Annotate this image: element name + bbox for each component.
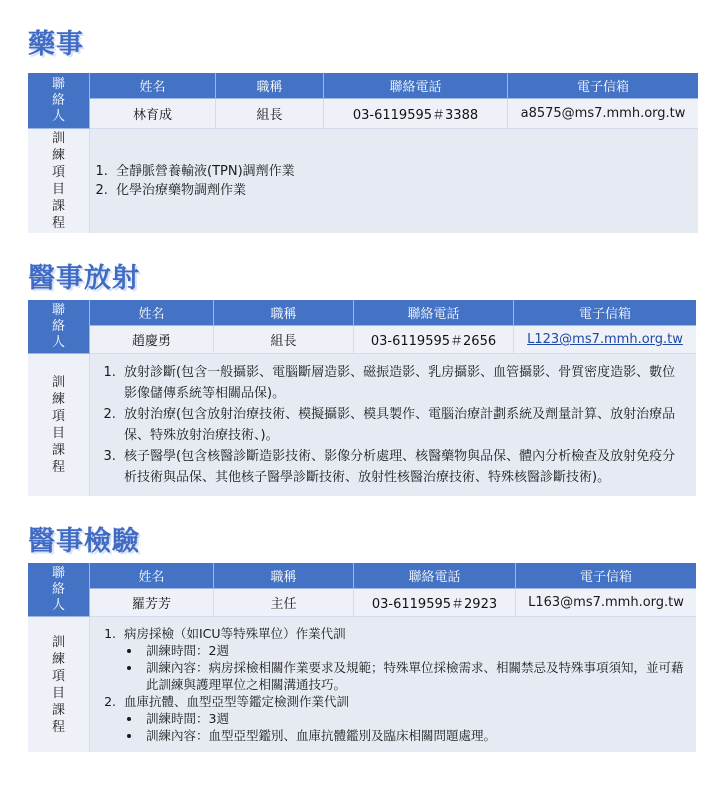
contact-name: 羅芳芳 bbox=[90, 589, 214, 617]
training-side-label: 訓練項目課程 bbox=[28, 129, 90, 233]
header-position: 職稱 bbox=[214, 563, 354, 589]
contact-side-label: 聯絡人 bbox=[28, 300, 90, 354]
section-title-pharmacy: 藥事 bbox=[28, 29, 84, 60]
list-item: 1. 全靜脈營養輸液(TPN)調劑作業 bbox=[112, 162, 688, 181]
header-phone: 聯絡電話 bbox=[324, 73, 508, 99]
contact-phone: 03-6119595＃3388 bbox=[324, 99, 508, 129]
header-phone: 聯絡電話 bbox=[354, 563, 516, 589]
section-title-laboratory: 醫事檢驗 bbox=[28, 526, 140, 557]
contact-name: 林育成 bbox=[90, 99, 216, 129]
pharmacy-table bbox=[28, 73, 698, 233]
contact-side-label: 聯絡人 bbox=[28, 563, 90, 617]
contact-email[interactable]: a8575@ms7.mmh.org.tw bbox=[508, 99, 698, 129]
contact-email[interactable]: L163@ms7.mmh.org.tw bbox=[516, 589, 696, 617]
training-side-label: 訓練項目課程 bbox=[28, 617, 90, 752]
contact-position: 主任 bbox=[214, 589, 354, 617]
header-position: 職稱 bbox=[214, 300, 354, 326]
sub-list-item: • 訓練時間：3週 bbox=[142, 710, 686, 727]
training-side-label: 訓練項目課程 bbox=[28, 354, 90, 496]
training-content bbox=[90, 129, 698, 233]
contact-phone: 03-6119595＃2656 bbox=[354, 326, 514, 354]
training-content bbox=[90, 354, 696, 496]
header-position: 職稱 bbox=[216, 73, 324, 99]
sub-list-item: • 訓練內容：病房採檢相關作業要求及規範；特殊單位採檢需求、相關禁忌及特殊事項須知，並可藉此訓練與護理單位之相關溝通技巧。 bbox=[142, 659, 686, 693]
contact-phone: 03-6119595＃2923 bbox=[354, 589, 516, 617]
radiology-table bbox=[28, 300, 696, 496]
header-phone: 聯絡電話 bbox=[354, 300, 514, 326]
training-content bbox=[90, 617, 696, 752]
contact-position: 組長 bbox=[216, 99, 324, 129]
list-item: 3. 核子醫學(包含核醫診斷造影技術、影像分析處理、核醫藥物與品保、體內分析檢查及放射免疫分析技術與品保、其他核子醫學診斷技術、放射性核醫治療技術、特殊核醫診斷技術)。 bbox=[120, 446, 686, 488]
list-item: 2. 血庫抗體、血型亞型等鑑定檢測作業代訓 • 訓練時間：3週 • 訓練內容：血型亞型鑑別、血庫抗體鑑別及臨床相關問題處理。 bbox=[120, 693, 686, 744]
list-item: 1. 放射診斷(包含一般攝影、電腦斷層造影、磁振造影、乳房攝影、血管攝影、骨質密度造影、數位影像儲傳系統等相關品保)。 bbox=[120, 362, 686, 404]
section-title-radiology: 醫事放射 bbox=[28, 263, 140, 294]
header-email: 電子信箱 bbox=[516, 563, 696, 589]
list-item: 2. 放射治療(包含放射治療技術、模擬攝影、模具製作、電腦治療計劃系統及劑量計算、放射治療品保、特殊放射治療技術、)。 bbox=[120, 404, 686, 446]
header-name: 姓名 bbox=[90, 300, 214, 326]
list-item: 2. 化學治療藥物調劑作業 bbox=[112, 181, 688, 200]
laboratory-table bbox=[28, 563, 696, 752]
header-email: 電子信箱 bbox=[508, 73, 698, 99]
contact-email[interactable]: L123@ms7.mmh.org.tw bbox=[514, 326, 696, 354]
header-name: 姓名 bbox=[90, 563, 214, 589]
contact-position: 組長 bbox=[214, 326, 354, 354]
contact-name: 趙慶勇 bbox=[90, 326, 214, 354]
header-email: 電子信箱 bbox=[514, 300, 696, 326]
sub-list-item: • 訓練內容：血型亞型鑑別、血庫抗體鑑別及臨床相關問題處理。 bbox=[142, 727, 686, 744]
sub-list-item: • 訓練時間：2週 bbox=[142, 642, 686, 659]
list-item: 1. 病房採檢（如ICU等特殊單位）作業代訓 • 訓練時間：2週 • 訓練內容：病房採檢相關作業要求及規範；特殊單位採檢需求、相關禁忌及特殊事項須知，並可藉此訓練與護理單位之相關溝通技巧。 bbox=[120, 625, 686, 693]
header-name: 姓名 bbox=[90, 73, 216, 99]
contact-side-label: 聯絡人 bbox=[28, 73, 90, 129]
